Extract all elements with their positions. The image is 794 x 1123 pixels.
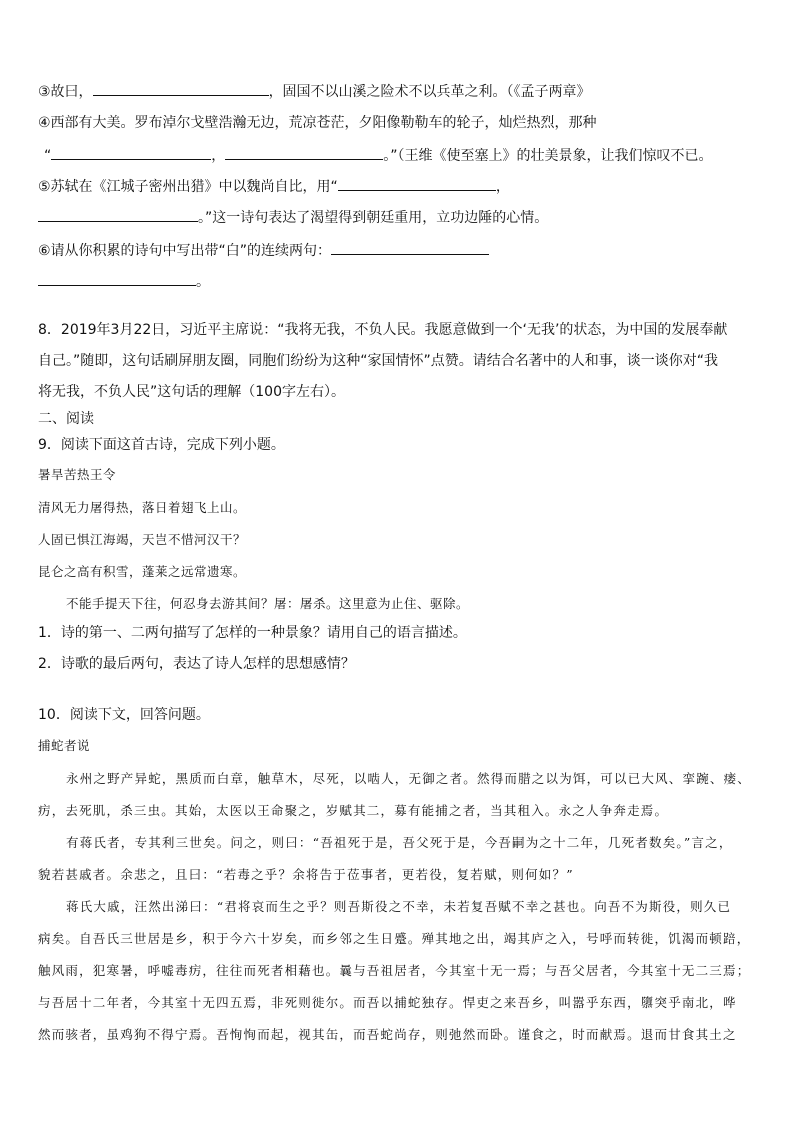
passage-line: 然而骇者，虽鸡狗不得宁焉。吾恂恂而起，视其缶，而吾蛇尚存，则弛然而卧。谨食之，时而献焉。退而甘食其土之	[38, 1027, 737, 1042]
section-heading: 二、阅读	[38, 411, 94, 427]
q7-item5-text: ⑤苏轼在《江城子密州出猎》中以魏尚自比，用“	[38, 179, 338, 195]
comma: ，	[211, 148, 226, 164]
answer-blank[interactable]	[331, 240, 489, 255]
q9-prompt: 9．阅读下面这首古诗，完成下列小题。	[38, 437, 285, 453]
poem-line: 昆仑之高有积雪，蓬莱之远常遗寒。	[38, 564, 247, 579]
passage-line: 永州之野产异蛇，黑质而白章，触草木，尽死，以啮人，无御之者。然得而腊之以为饵，可以已大风、挛踠、瘘、	[66, 771, 752, 786]
poem-line: 人固已惧江海竭，天岂不惜河汉干？	[38, 532, 247, 547]
q7-item3-suffix: ，固国不以山溪之险术不以兵革之利。（《孟子两章》	[268, 84, 591, 100]
q7-item3	[38, 81, 591, 102]
q7-item3-prefix: ③故曰，	[38, 84, 93, 100]
period: 。	[196, 274, 210, 290]
passage-line: 有蒋氏者，专其利三世矣。问之，则曰：“吾祖死于是，吾父死于是，今吾嗣为之十二年，几死者数矣。”言之，	[66, 835, 733, 850]
comma: ，	[495, 179, 510, 195]
q8-line1: 8．2019年3月22日，习近平主席说：“我将无我，不负人民。我愿意做到一个‘无我’的状态，为中国的发展奉献	[38, 322, 728, 338]
q7-item5-suffix: 。”这一诗句表达了渴望得到朝廷重用，立功边陲的心情。	[198, 210, 549, 226]
answer-blank[interactable]	[51, 145, 211, 160]
poem-line: 清风无力屠得热，落日着翅飞上山。	[38, 500, 247, 515]
passage-line: 与吾居十二年者，今其室十无四五焉，非死则徙尔。而吾以捕蛇独存。悍吏之来吾乡，叫嚣乎东西，隳突乎南北，哗	[38, 995, 737, 1010]
poem-line: 不能手提天下往，何忍身去游其间？屠：屠杀。这里意为止住、驱除。	[66, 596, 470, 611]
q7-item4-line1: ④西部有大美。罗布淖尔戈壁浩瀚无边，荒凉苍茫，夕阳像勒勒车的轮子，灿烂热烈，那种	[38, 115, 597, 131]
answer-blank[interactable]	[38, 271, 196, 286]
open-quote: “	[44, 148, 52, 164]
passage-line: 触风雨，犯寒暑，呼嘘毒疠，往往而死者相藉也。曩与吾祖居者，今其室十无一焉；与吾父居者，今其室十无二三焉；	[38, 963, 751, 978]
q7-item5-line2	[38, 207, 548, 228]
q9-sub2: 2．诗歌的最后两句，表达了诗人怎样的思想感情？	[38, 656, 355, 672]
answer-blank[interactable]	[93, 81, 269, 96]
passage-title: 捕蛇者说	[38, 738, 91, 753]
answer-blank[interactable]	[338, 176, 496, 191]
q10-prompt: 10．阅读下文，回答问题。	[38, 707, 210, 723]
q7-item6-line1	[38, 240, 489, 261]
answer-blank[interactable]	[38, 207, 198, 222]
q7-item4-suffix: 。”（王维《使至塞上》的壮美景象，让我们惊叹不已。	[383, 148, 713, 164]
passage-line: 蒋氏大戚，汪然出涕曰：“君将哀而生之乎？则吾斯役之不幸，未若复吾赋不幸之甚也。向吾不为斯役，则久已	[66, 899, 732, 914]
passage-line: 貌若甚戚者。余悲之，且曰：“若毒之乎？余将告于莅事者，更若役，复若赋，则何如？”	[38, 867, 574, 882]
q7-item6-line2	[38, 271, 210, 292]
q8-line3: 将无我，不负人民”这句话的理解（100字左右）。	[38, 384, 345, 400]
q7-item5-line1	[38, 176, 510, 197]
poem-title: 暑旱苦热王令	[38, 467, 117, 482]
passage-line: 病矣。自吾氏三世居是乡，积于今六十岁矣，而乡邻之生日蹙。殚其地之出，竭其庐之入，号呼而转徙，饥渴而顿踣，	[38, 931, 751, 946]
answer-blank[interactable]	[225, 145, 383, 160]
q7-item4-line2	[44, 145, 713, 166]
q8-line2: 自己。”随即，这句话刷屏朋友圈，同胞们纷纷为这种“家国情怀”点赞。请结合名著中的人和事，谈一谈你对“我	[38, 353, 719, 369]
q7-item6-text: ⑥请从你积累的诗句中写出带“白”的连续两句：	[38, 243, 332, 259]
passage-line: 疠，去死肌，杀三虫。其始，太医以王命聚之，岁赋其二，募有能捕之者，当其租入。永之人争奔走焉。	[38, 803, 669, 818]
q9-sub1: 1．诗的第一、二两句描写了怎样的一种景象？请用自己的语言描述。	[38, 625, 467, 641]
